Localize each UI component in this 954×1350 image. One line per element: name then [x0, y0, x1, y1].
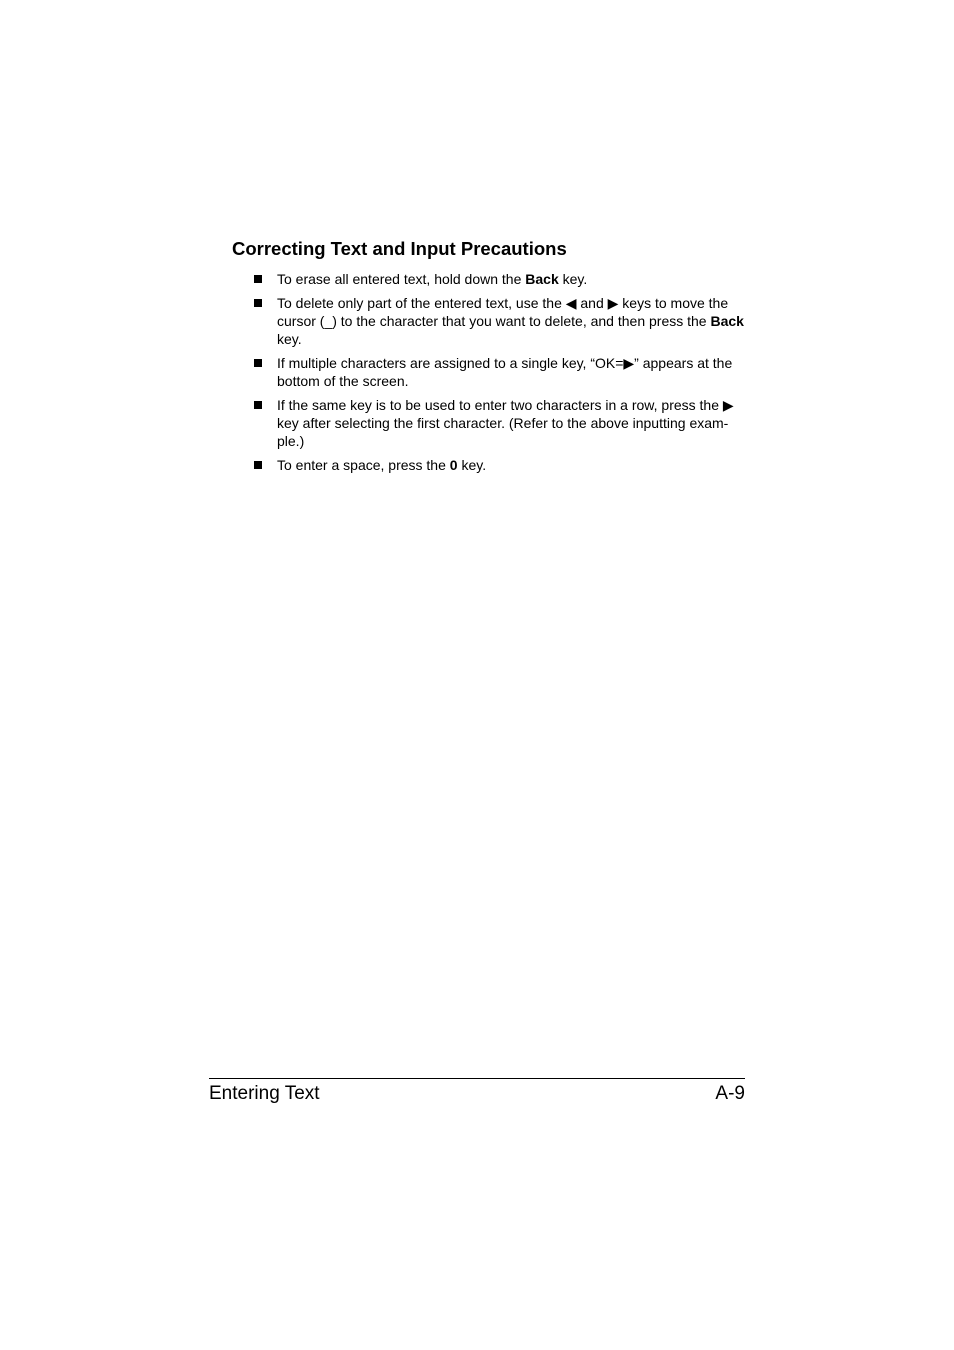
square-bullet-icon	[254, 275, 262, 283]
list-item-text: If the same key is to be used to enter two characters in a row, press the ▶ key after selecting the first character. (Refer to the above inputting exam-ple.)	[277, 397, 734, 449]
list-item	[252, 354, 747, 390]
list-item-text: If multiple characters are assigned to a single key, “OK=▶” appears at the bottom of the screen.	[277, 355, 733, 389]
list-item	[252, 456, 747, 474]
list-item	[252, 270, 747, 288]
key-name: 0	[449, 457, 458, 473]
square-bullet-icon	[254, 461, 262, 469]
key-name: Back	[710, 313, 744, 329]
list-item	[252, 294, 747, 348]
list-item	[252, 396, 747, 450]
footer-page-number: A-9	[715, 1083, 745, 1104]
list-item-text: To enter a space, press the 0 key.	[277, 457, 487, 473]
footer-chapter-title: Entering Text	[209, 1083, 320, 1104]
section-heading: Correcting Text and Input Precautions	[232, 238, 567, 259]
key-name: Back	[525, 271, 559, 287]
square-bullet-icon	[254, 401, 262, 409]
list-item-text: To erase all entered text, hold down the Back key.	[277, 271, 588, 287]
list-item-text: To delete only part of the entered text, use the ◀ and ▶ keys to move the cursor (_) to the character that you want to delete, and then press the Back key.	[277, 295, 744, 347]
square-bullet-icon	[254, 359, 262, 367]
precautions-list	[252, 270, 747, 480]
square-bullet-icon	[254, 299, 262, 307]
footer-divider	[209, 1078, 745, 1079]
